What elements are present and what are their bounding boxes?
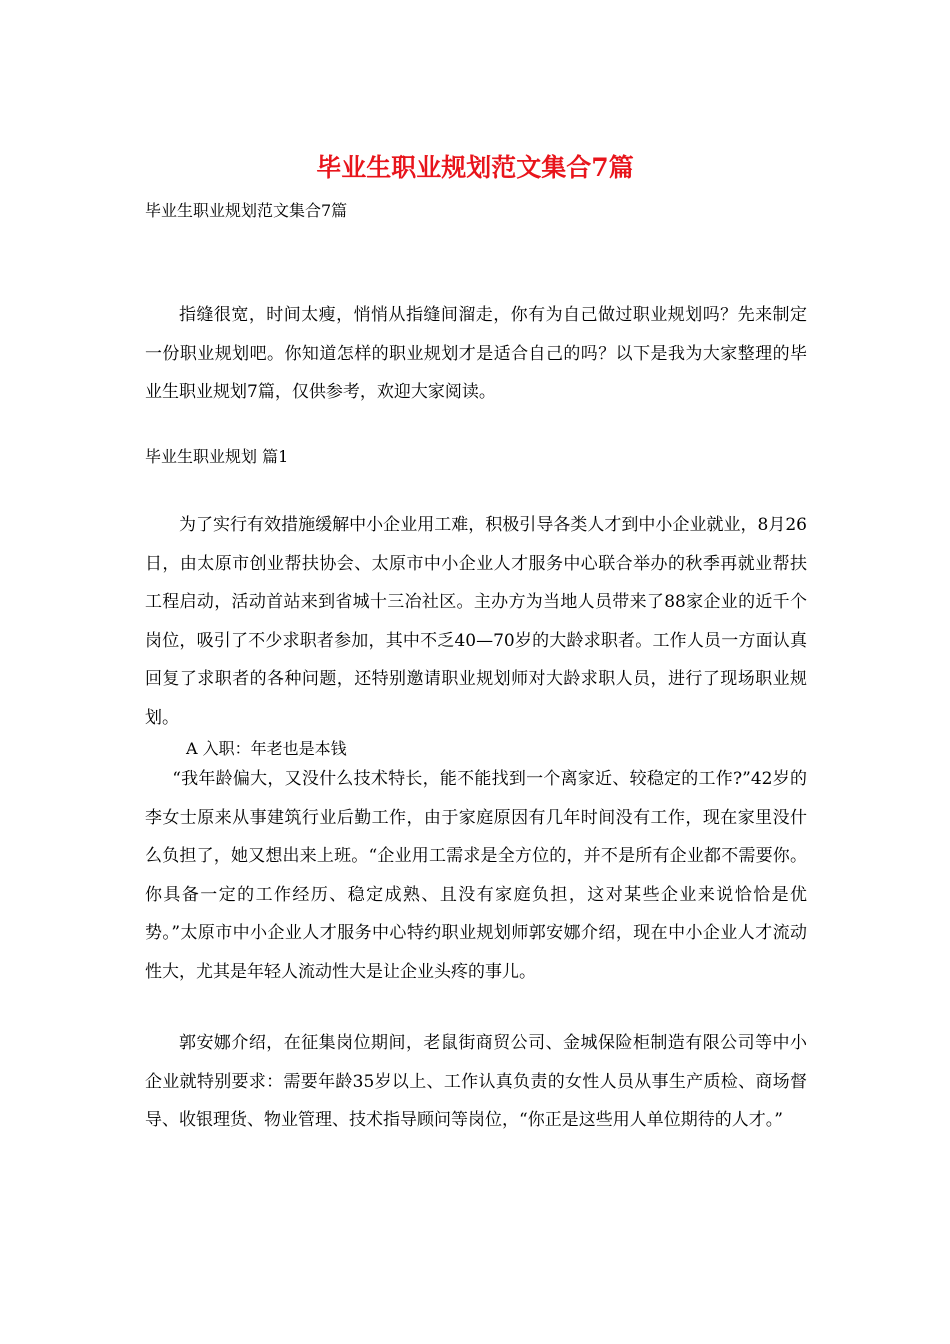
paragraph-2: “我年龄偏大，又没什么技术特长，能不能找到一个离家近、较稳定的工作?”42岁的李女士原来从事建筑行业后勤工作，由于家庭原因有几年时间没有工作，现在家里没什么负担了，她又想出来上班。“企业用工需求是全方位的，并不是所有企业都不需要你。你具备一定的工作经历、稳定成熟、且没有家庭负担，这对某些企业来说恰恰是优势。”太原市中小企业人才服务中心特约职业规划师郭安娜介绍，现在中小企业人才流动性大，尤其是年轻人流动性大是让企业头疼的事儿。 (145, 769, 807, 982)
section-heading-1: 毕业生职业规划 篇1 (145, 447, 289, 466)
paragraph-3: 郭安娜介绍，在征集岗位期间，老鼠街商贸公司、金城保险柜制造有限公司等中小企业就特别要求：需要年龄35岁以上、工作认真负责的女性人员从事生产质检、商场督导、收银理货、物业管理、技术指导顾问等岗位，“你正是这些用人单位期待的人才。” (145, 1033, 807, 1130)
subheading-a: A 入职：年老也是本钱 (186, 739, 347, 758)
document-subtitle: 毕业生职业规划范文集合7篇 (145, 201, 348, 220)
paragraph-1: 为了实行有效措施缓解中小企业用工难，积极引导各类人才到中小企业就业，8月26日，由太原市创业帮扶协会、太原市中小企业人才服务中心联合举办的秋季再就业帮扶工程启动，活动首站来到省城十三冶社区。主办方为当地人员带来了88家企业的近千个岗位，吸引了不少求职者参加，其中不乏40—70岁的大龄求职者。工作人员一方面认真回复了求职者的各种问题，还特别邀请职业规划师对大龄求职人员，进行了现场职业规划。 (145, 515, 807, 728)
document-title: 毕业生职业规划范文集合7篇 (316, 153, 634, 182)
intro-paragraph: 指缝很宽，时间太瘦，悄悄从指缝间溜走，你有为自己做过职业规划吗？先来制定一份职业规划吧。你知道怎样的职业规划才是适合自己的吗？以下是我为大家整理的毕业生职业规划7篇，仅供参考，欢迎大家阅读。 (145, 305, 807, 402)
